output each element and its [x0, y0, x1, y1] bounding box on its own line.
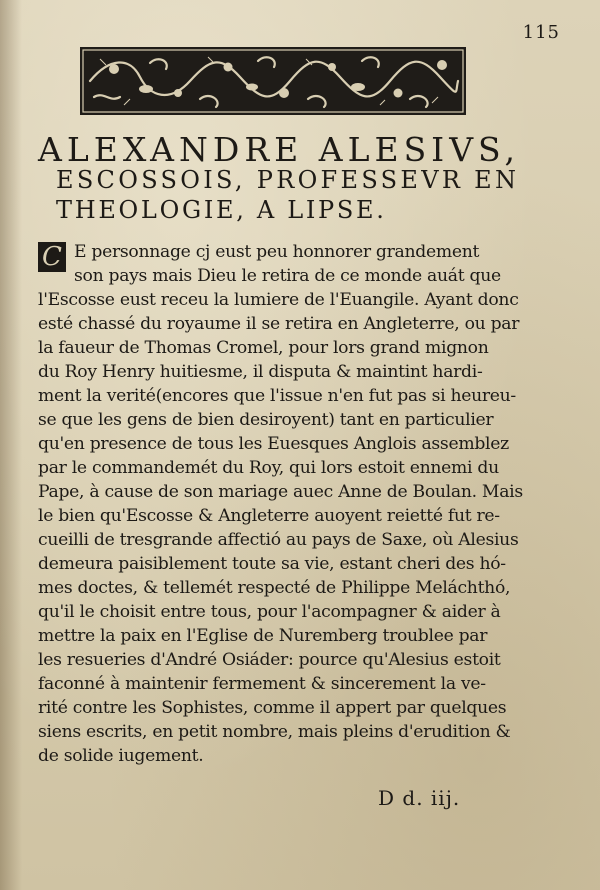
text-line: E personnage cj eust peu honnorer grandement [74, 242, 480, 262]
text-line: Pape, à cause de son mariage auec Anne de Boulan. Mais [38, 482, 523, 502]
signature-mark: D d. iij. [378, 786, 461, 810]
text-line: mettre la paix en l'Eglise de Nuremberg troublee par [38, 626, 488, 646]
show-through-ghost-text [380, 198, 580, 238]
text-line: rité contre les Sophistes, comme il appert par quelques [38, 698, 507, 718]
text-line: les resueries d'André Osiáder: pource qu'Alesius estoit [38, 650, 501, 670]
text-line: demeura paisiblement toute sa vie, estant cheri des hó- [38, 554, 506, 574]
text-line: par le commandemét du Roy, qui lors estoit ennemi du [38, 458, 499, 478]
title-line-2: ESCOSSOIS, PROFESSEVR EN [56, 166, 520, 194]
woodcut-ornament-headpiece [80, 47, 466, 115]
text-line: faconné à maintenir fermement & sincerement la ve- [38, 674, 486, 694]
title-line-3: THEOLOGIE, A LIPSE. [56, 196, 387, 224]
page-number: 115 [522, 22, 560, 43]
text-line: de solide iugement. [38, 746, 204, 766]
text-line: esté chassé du royaume il se retira en Angleterre, ou par [38, 314, 520, 334]
text-line: siens escrits, en petit nombre, mais pleins d'erudition & [38, 722, 511, 742]
text-line: l'Escosse eust receu la lumiere de l'Euangile. Ayant donc [38, 290, 519, 310]
text-line: se que les gens de bien desiroyent) tant en particulier [38, 410, 494, 430]
text-line: ment la verité(encores que l'issue n'en fut pas si heureu- [38, 386, 516, 406]
text-line: qu'il le choisit entre tous, pour l'acompagner & aider à [38, 602, 501, 622]
text-line: du Roy Henry huitiesme, il disputa & maintint hardi- [38, 362, 483, 382]
drop-cap: C [38, 242, 66, 272]
text-line: la faueur de Thomas Cromel, pour lors grand mignon [38, 338, 489, 358]
text-line: le bien qu'Escosse & Angleterre auoyent reietté fut re- [38, 506, 500, 526]
text-line: mes doctes, & tellemét respecté de Philippe Meláchthó, [38, 578, 511, 598]
text-line: son pays mais Dieu le retira de ce monde auát que [74, 266, 501, 286]
gutter-shadow [0, 0, 22, 890]
text-line: qu'en presence de tous les Euesques Anglois assemblez [38, 434, 509, 454]
text-line: cueilli de tresgrande affectió au pays de Saxe, où Alesius [38, 530, 519, 550]
body-text [38, 240, 568, 768]
title-line-1: ALEXANDRE ALESIVS, [38, 130, 520, 169]
